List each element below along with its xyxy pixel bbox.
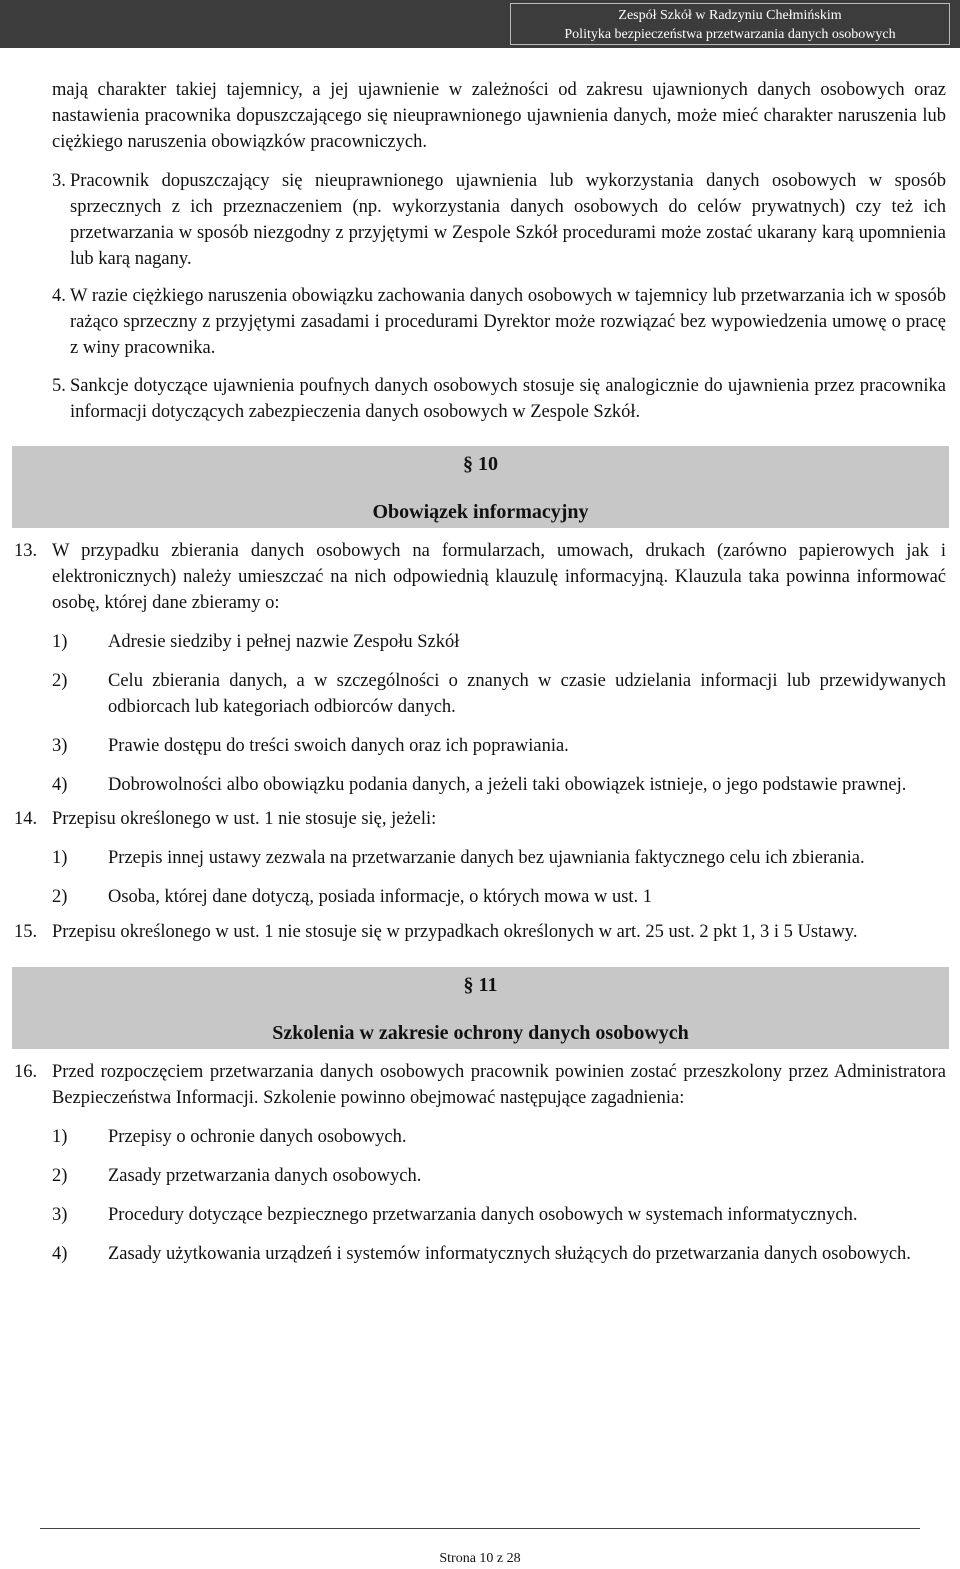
item-4 <box>52 283 946 361</box>
list-text: Zasady użytkowania urządzeń i systemów informatycznych służących do przetwarzania danych osobowych. <box>108 1244 911 1264</box>
list-number: 1) <box>52 1127 68 1147</box>
list-number: 4) <box>52 1244 68 1264</box>
list-item <box>52 1124 946 1150</box>
document-body <box>14 77 946 1267</box>
item-text: W razie ciężkiego naruszenia obowiązku zachowania danych osobowych w tajemnicy lub przetwarzania ich w sposób rażąco sprzeczny z przyjętymi zasadami i procedurami Dyrektor może rozwiązać bez wypowiedzenia umowę o pracę z winy pracownika. <box>70 286 946 358</box>
item-text: Przepisu określonego w ust. 1 nie stosuje się, jeżeli: <box>52 809 437 829</box>
list-text: Procedury dotyczące bezpiecznego przetwarzania danych osobowych w systemach informatycznych. <box>108 1205 858 1225</box>
list-item <box>52 772 946 798</box>
item-text: Przepisu określonego w ust. 1 nie stosuje się w przypadkach określonych w art. 25 ust. 2 pkt 1, 3 i 5 Ustawy. <box>52 922 858 942</box>
list-text: Zasady przetwarzania danych osobowych. <box>108 1166 422 1186</box>
list-number: 3) <box>52 1205 68 1225</box>
page-number: Strona 10 z 28 <box>439 1551 521 1566</box>
page-footer <box>40 1528 920 1567</box>
item-number: 3. <box>52 171 66 191</box>
list-text: Celu zbierania danych, a w szczególności o znanych w czasie udzielania informacji lub przewidywanych odbiorcach lub kategoriach odbiorców danych. <box>108 671 946 717</box>
list-number: 2) <box>52 671 68 691</box>
list-text: Osoba, której dane dotyczą, posiada informacje, o których mowa w ust. 1 <box>108 887 653 907</box>
intro-paragraph: mają charakter takiej tajemnicy, a jej ujawnienie w zależności od zakresu ujawnionych danych osobowych oraz nastawienia pracownika dopuszczającego się nieuprawnionego ujawnienia danych, może mieć charakter naruszenia lub ciężkiego naruszenia obowiązków pracowniczych. <box>52 80 946 152</box>
list-item <box>52 733 946 759</box>
list-number: 2) <box>52 887 68 907</box>
list-item <box>52 668 946 720</box>
item-13 <box>14 538 946 616</box>
header-box <box>510 3 950 45</box>
list-item <box>52 884 946 910</box>
section-number: § 10 <box>463 453 498 475</box>
list-number: 4) <box>52 775 68 795</box>
list-item <box>52 845 946 871</box>
list-item <box>52 1202 946 1228</box>
item-text: Przed rozpoczęciem przetwarzania danych osobowych pracownik powinien zostać przeszkolony przez Administratora Bezpieczeństwa Informacji. Szkolenie powinno obejmować następujące zagadnienia: <box>52 1062 946 1108</box>
list-item <box>52 629 946 655</box>
header-school: Zespół Szkół w Radzyniu Chełmińskim <box>618 8 842 23</box>
section-11-heading <box>12 967 949 1049</box>
header-document-title: Polityka bezpieczeństwa przetwarzania danych osobowych <box>564 27 896 42</box>
item-number: 16. <box>14 1062 38 1082</box>
list-text: Przepis innej ustawy zezwala na przetwarzanie danych bez ujawniania faktycznego celu ich zbierania. <box>108 848 865 868</box>
item-number: 4. <box>52 286 66 306</box>
item-number: 15. <box>14 922 38 942</box>
page-header <box>0 0 960 48</box>
section-title: Szkolenia w zakresie ochrony danych osobowych <box>272 1022 689 1044</box>
item-number: 14. <box>14 809 38 829</box>
item-text: Sankcje dotyczące ujawnienia poufnych danych osobowych stosuje się analogicznie do ujawnienia przez pracownika informacji dotyczących zabezpieczenia danych osobowych w Zespole Szkół. <box>70 376 946 422</box>
section-number: § 11 <box>463 974 498 996</box>
item-number: 5. <box>52 376 66 396</box>
item-5 <box>52 373 946 425</box>
item-16 <box>14 1059 946 1111</box>
list-item <box>52 1163 946 1189</box>
list-number: 3) <box>52 736 68 756</box>
list-number: 1) <box>52 848 68 868</box>
item-3 <box>52 168 946 272</box>
list-number: 2) <box>52 1166 68 1186</box>
section-10-heading <box>12 446 949 528</box>
list-text: Prawie dostępu do treści swoich danych oraz ich poprawiania. <box>108 736 569 756</box>
item-15 <box>14 919 946 945</box>
item-text: W przypadku zbierania danych osobowych na formularzach, umowach, drukach (zarówno papierowych jak i elektronicznych) należy umieszczać na nich odpowiednią klauzulę informacyjną. Klauzula taka powinna informować osobę, której dane zbieramy o: <box>52 541 946 613</box>
list-number: 1) <box>52 632 68 652</box>
list-text: Przepisy o ochronie danych osobowych. <box>108 1127 407 1147</box>
list-text: Dobrowolności albo obowiązku podania danych, a jeżeli taki obowiązek istnieje, o jego podstawie prawnej. <box>108 775 907 795</box>
list-item <box>52 1241 946 1267</box>
list-text: Adresie siedziby i pełnej nazwie Zespołu Szkół <box>108 632 460 652</box>
item-14 <box>14 806 946 832</box>
item-number: 13. <box>14 541 38 561</box>
item-text: Pracownik dopuszczający się nieuprawnionego ujawnienia lub wykorzystania danych osobowych w sposób sprzecznych z ich przeznaczeniem (np. wykorzystania danych osobowych do celów prywatnych) czy też ich przetwarzania w sposób niezgodny z przyjętymi w Zespole Szkół procedurami może zostać ukarany karą upomnienia lub karą nagany. <box>70 171 946 269</box>
section-title: Obowiązek informacyjny <box>372 501 589 523</box>
